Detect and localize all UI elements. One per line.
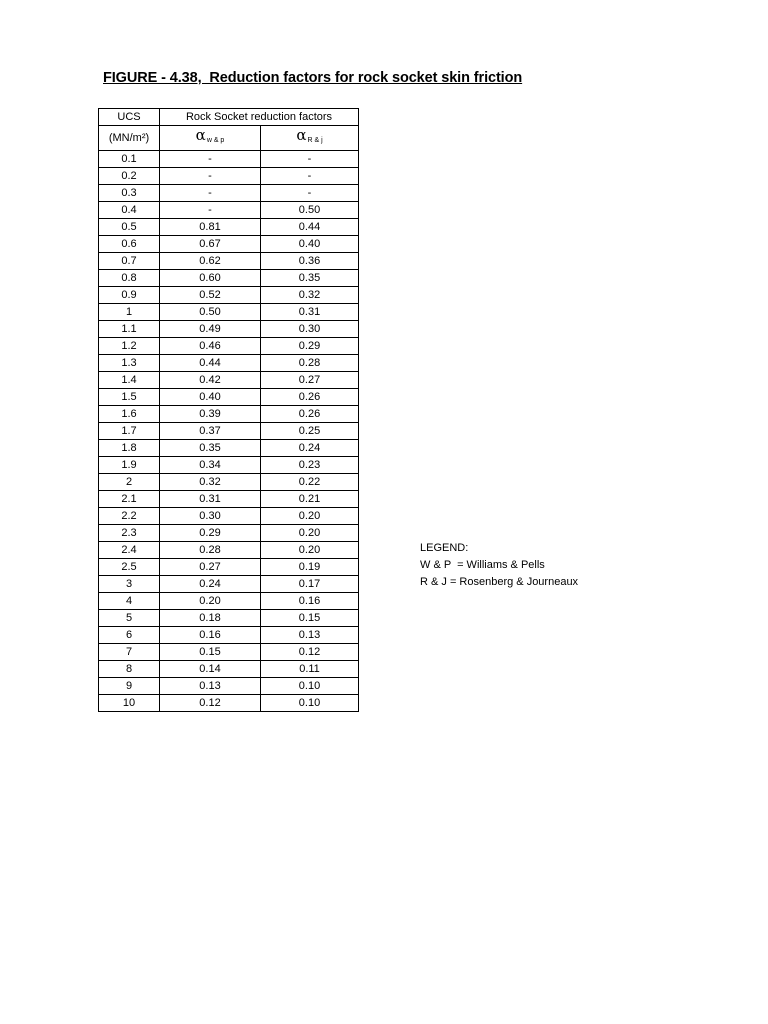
table-row [99, 406, 359, 423]
cell-ucs: 0.3 [99, 185, 160, 202]
table-row [99, 202, 359, 219]
cell-ucs: 1.9 [99, 457, 160, 474]
table-row [99, 287, 359, 304]
cell-ucs: 0.6 [99, 236, 160, 253]
cell-ucs: 4 [99, 593, 160, 610]
page-title: FIGURE - 4.38, Reduction factors for rock socket skin friction [103, 70, 523, 86]
cell-ucs: 0.9 [99, 287, 160, 304]
table-row [99, 559, 359, 576]
cell-ucs: 7 [99, 644, 160, 661]
cell-alpha-rj: 0.22 [261, 474, 359, 491]
header-factors: Rock Socket reduction factors [160, 109, 359, 126]
table-row [99, 321, 359, 338]
cell-alpha-rj: 0.35 [261, 270, 359, 287]
cell-ucs: 1.3 [99, 355, 160, 372]
cell-ucs: 2 [99, 474, 160, 491]
cell-alpha-rj: 0.16 [261, 593, 359, 610]
table-row [99, 678, 359, 695]
cell-alpha-rj: 0.26 [261, 389, 359, 406]
cell-ucs: 1.2 [99, 338, 160, 355]
cell-alpha-wp: 0.13 [160, 678, 261, 695]
cell-ucs: 2.2 [99, 508, 160, 525]
cell-ucs: 2.4 [99, 542, 160, 559]
cell-alpha-wp: 0.27 [160, 559, 261, 576]
table-row [99, 474, 359, 491]
table-row [99, 423, 359, 440]
legend-heading: LEGEND: [420, 542, 469, 554]
table-row [99, 304, 359, 321]
cell-ucs: 5 [99, 610, 160, 627]
cell-alpha-wp: 0.42 [160, 372, 261, 389]
table-row [99, 168, 359, 185]
cell-alpha-rj: 0.19 [261, 559, 359, 576]
cell-ucs: 8 [99, 661, 160, 678]
cell-alpha-rj: 0.13 [261, 627, 359, 644]
table-row [99, 372, 359, 389]
cell-alpha-wp: - [160, 151, 261, 168]
cell-alpha-wp: 0.46 [160, 338, 261, 355]
cell-ucs: 6 [99, 627, 160, 644]
cell-alpha-wp: 0.35 [160, 440, 261, 457]
cell-alpha-wp: 0.62 [160, 253, 261, 270]
cell-alpha-wp: - [160, 202, 261, 219]
cell-alpha-wp: 0.34 [160, 457, 261, 474]
cell-alpha-wp: 0.28 [160, 542, 261, 559]
table-row [99, 270, 359, 287]
table-row [99, 389, 359, 406]
cell-alpha-rj: 0.28 [261, 355, 359, 372]
legend-item-rj: R & J = Rosenberg & Journeaux [420, 576, 579, 588]
cell-alpha-wp: 0.37 [160, 423, 261, 440]
cell-alpha-wp: - [160, 185, 261, 202]
cell-alpha-rj: 0.23 [261, 457, 359, 474]
table-row [99, 185, 359, 202]
table-row [99, 593, 359, 610]
table-row [99, 627, 359, 644]
table-row [99, 440, 359, 457]
table-row [99, 338, 359, 355]
table-row [99, 151, 359, 168]
cell-alpha-rj: 0.27 [261, 372, 359, 389]
cell-alpha-wp: 0.39 [160, 406, 261, 423]
table-row [99, 661, 359, 678]
alpha-subscript-wp: w & p [206, 137, 225, 144]
cell-ucs: 1.4 [99, 372, 160, 389]
table-row [99, 695, 359, 712]
cell-ucs: 0.5 [99, 219, 160, 236]
alpha-symbol: α [195, 126, 206, 144]
cell-alpha-rj: 0.32 [261, 287, 359, 304]
cell-alpha-rj: 0.10 [261, 695, 359, 712]
header-alpha-wp [160, 126, 261, 151]
cell-ucs: 0.7 [99, 253, 160, 270]
table-row [99, 610, 359, 627]
cell-ucs: 0.4 [99, 202, 160, 219]
header-ucs: UCS [99, 109, 160, 126]
cell-alpha-wp: 0.29 [160, 525, 261, 542]
cell-ucs: 1 [99, 304, 160, 321]
cell-alpha-rj: 0.10 [261, 678, 359, 695]
table-row [99, 457, 359, 474]
table-row [99, 236, 359, 253]
table-row [99, 576, 359, 593]
cell-alpha-rj: 0.17 [261, 576, 359, 593]
cell-alpha-rj: 0.25 [261, 423, 359, 440]
table-row [99, 525, 359, 542]
cell-alpha-rj: 0.11 [261, 661, 359, 678]
cell-ucs: 2.5 [99, 559, 160, 576]
cell-ucs: 1.1 [99, 321, 160, 338]
cell-alpha-rj: 0.44 [261, 219, 359, 236]
cell-alpha-wp: 0.52 [160, 287, 261, 304]
legend-item-wp: W & P = Williams & Pells [420, 559, 545, 571]
cell-alpha-rj: 0.15 [261, 610, 359, 627]
cell-alpha-wp: 0.30 [160, 508, 261, 525]
cell-alpha-wp: 0.31 [160, 491, 261, 508]
table-row [99, 491, 359, 508]
cell-alpha-rj: - [261, 168, 359, 185]
cell-alpha-wp: 0.60 [160, 270, 261, 287]
cell-alpha-wp: 0.20 [160, 593, 261, 610]
cell-alpha-wp: 0.12 [160, 695, 261, 712]
cell-alpha-wp: 0.81 [160, 219, 261, 236]
cell-alpha-rj: 0.12 [261, 644, 359, 661]
cell-alpha-rj: 0.26 [261, 406, 359, 423]
cell-alpha-rj: 0.24 [261, 440, 359, 457]
alpha-subscript-rj: R & j [307, 137, 323, 144]
cell-alpha-rj: 0.20 [261, 508, 359, 525]
cell-ucs: 1.6 [99, 406, 160, 423]
cell-alpha-rj: 0.36 [261, 253, 359, 270]
cell-alpha-wp: 0.32 [160, 474, 261, 491]
cell-ucs: 0.2 [99, 168, 160, 185]
cell-ucs: 1.7 [99, 423, 160, 440]
table-row [99, 355, 359, 372]
cell-ucs: 3 [99, 576, 160, 593]
cell-alpha-rj: 0.31 [261, 304, 359, 321]
header-unit: (MN/m²) [99, 126, 160, 151]
cell-ucs: 9 [99, 678, 160, 695]
cell-alpha-wp: 0.16 [160, 627, 261, 644]
cell-alpha-rj: - [261, 185, 359, 202]
cell-ucs: 2.3 [99, 525, 160, 542]
cell-ucs: 0.8 [99, 270, 160, 287]
cell-alpha-rj: 0.40 [261, 236, 359, 253]
cell-ucs: 10 [99, 695, 160, 712]
cell-alpha-wp: 0.50 [160, 304, 261, 321]
cell-ucs: 1.5 [99, 389, 160, 406]
table-row [99, 219, 359, 236]
table-subheader-row [99, 126, 359, 151]
cell-ucs: 0.1 [99, 151, 160, 168]
table-body [99, 151, 359, 712]
cell-alpha-rj: 0.21 [261, 491, 359, 508]
table-header-row [99, 109, 359, 126]
cell-alpha-wp: 0.18 [160, 610, 261, 627]
cell-alpha-rj: - [261, 151, 359, 168]
cell-ucs: 2.1 [99, 491, 160, 508]
cell-alpha-wp: 0.67 [160, 236, 261, 253]
cell-alpha-wp: 0.14 [160, 661, 261, 678]
cell-alpha-rj: 0.29 [261, 338, 359, 355]
table-row [99, 508, 359, 525]
legend [420, 540, 578, 591]
cell-alpha-wp: - [160, 168, 261, 185]
cell-alpha-wp: 0.24 [160, 576, 261, 593]
cell-alpha-rj: 0.20 [261, 525, 359, 542]
header-alpha-rj [261, 126, 359, 151]
reduction-factors-table [98, 108, 359, 712]
cell-alpha-wp: 0.49 [160, 321, 261, 338]
cell-alpha-rj: 0.30 [261, 321, 359, 338]
cell-alpha-rj: 0.50 [261, 202, 359, 219]
cell-ucs: 1.8 [99, 440, 160, 457]
table-row [99, 644, 359, 661]
cell-alpha-wp: 0.44 [160, 355, 261, 372]
cell-alpha-wp: 0.15 [160, 644, 261, 661]
table-row [99, 542, 359, 559]
table-row [99, 253, 359, 270]
cell-alpha-wp: 0.40 [160, 389, 261, 406]
alpha-symbol: α [296, 126, 307, 144]
cell-alpha-rj: 0.20 [261, 542, 359, 559]
